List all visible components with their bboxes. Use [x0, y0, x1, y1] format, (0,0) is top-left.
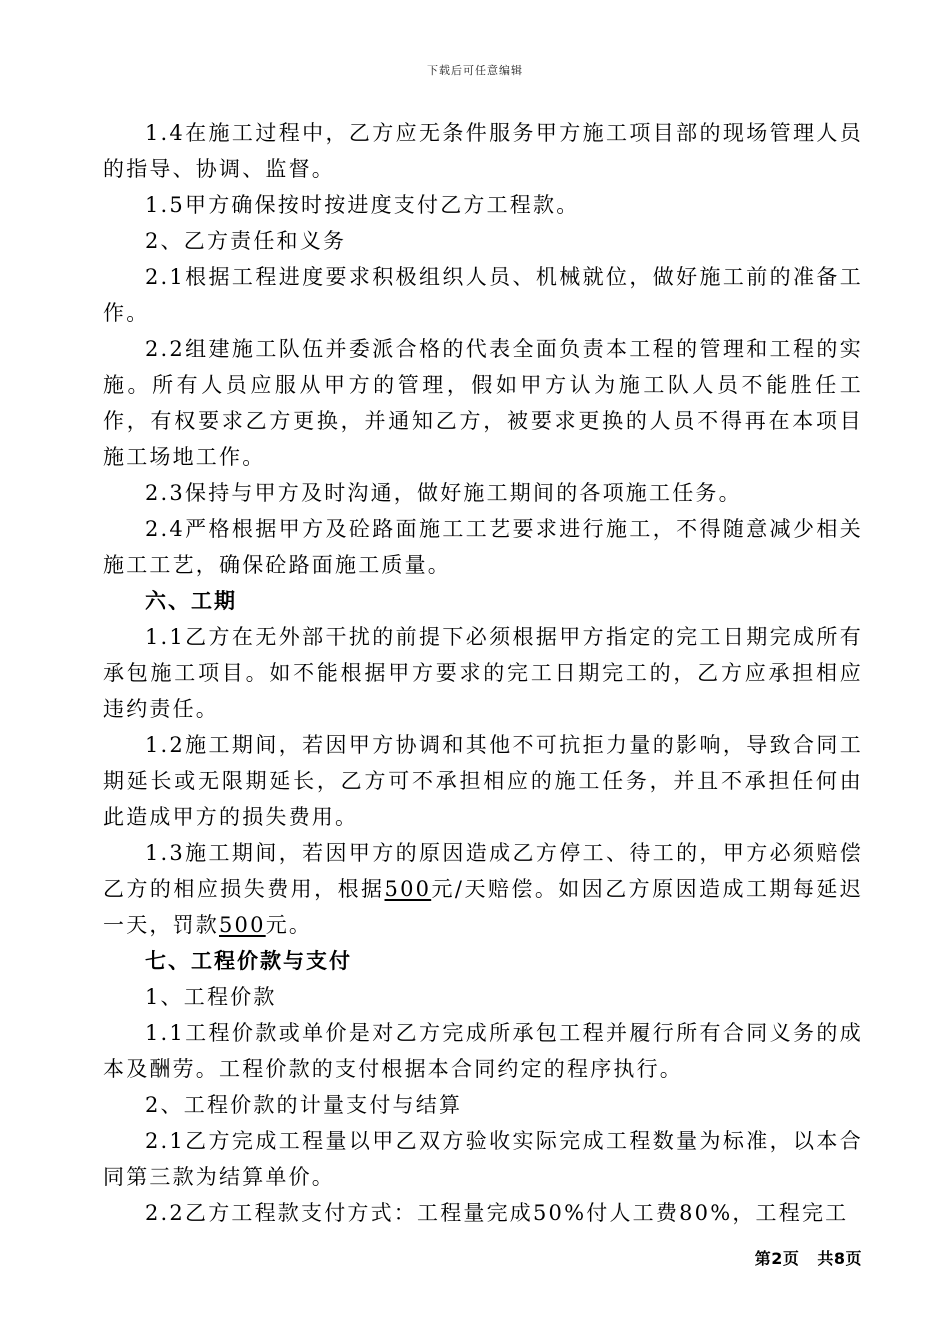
- compensation-text-2: 元/天赔偿。如因乙方原因造成工期每延迟一天，罚款: [103, 877, 863, 937]
- clause-price-1-1: 1.1工程价款或单价是对乙方完成所承包工程并履行所有合同义务的成本及酬劳。工程价款的支付根据本合同约定的程序执行。: [103, 1021, 863, 1081]
- clause-period-1-2: 1.2施工期间，若因甲方协调和其他不可抗拒力量的影响，导致合同工期延长或无限期延长，乙方可不承担相应的施工任务，并且不承担任何由此造成甲方的损失费用。: [103, 733, 863, 829]
- penalty-amount: 500: [219, 913, 266, 937]
- section-project-price: 1、工程价款: [145, 985, 277, 1009]
- document-body: [103, 115, 863, 1231]
- clause-2-3: 2.3保持与甲方及时沟通，做好施工期间的各项施工任务。: [145, 481, 742, 505]
- clause-payment-2-1: 2.1乙方完成工程量以甲乙双方验收实际完成工程数量为标准，以本合同第三款为结算单价。: [103, 1129, 863, 1189]
- compensation-text-3: 元。: [265, 913, 313, 937]
- clause-1-4: 1.4在施工过程中，乙方应无条件服务甲方施工项目部的现场管理人员的指导、协调、监督。: [103, 121, 863, 181]
- clause-2-2: 2.2组建施工队伍并委派合格的代表全面负责本工程的管理和工程的实施。所有人员应服从甲方的管理，假如甲方认为施工队人员不能胜任工作，有权要求乙方更换，并通知乙方，被要求更换的人员不得再在本项目施工场地工作。: [103, 337, 863, 469]
- clause-1-5: 1.5甲方确保按时按进度支付乙方工程款。: [145, 193, 580, 217]
- clause-period-1-1: 1.1乙方在无外部干扰的前提下必须根据甲方指定的完工日期完成所有承包施工项目。如不能根据甲方要求的完工日期完工的，乙方应承担相应违约责任。: [103, 625, 863, 721]
- clause-2-1: 2.1根据工程进度要求积极组织人员、机械就位，做好施工前的准备工作。: [103, 265, 863, 325]
- clause-payment-2-2: 2.2乙方工程款支付方式：工程量完成50%付人工费80%，工程完工: [145, 1201, 849, 1225]
- heading-payment: 七、工程价款与支付: [145, 948, 352, 973]
- page-number: 第2页: [754, 1249, 800, 1268]
- compensation-text-1: 1.3施工期间，若因甲方的原因造成乙方停工、待工的，甲方必须赔偿乙方的相应损失费用，根据: [103, 841, 863, 901]
- page-total: 共8页: [817, 1249, 862, 1268]
- heading-construction-period: 六、工期: [145, 588, 237, 613]
- compensation-amount-daily: 500: [384, 877, 432, 901]
- page-footer: [755, 1246, 862, 1269]
- page-header: 下载后可任意编辑: [427, 64, 523, 77]
- section-payment-settlement: 2、工程价款的计量支付与结算: [145, 1093, 463, 1117]
- clause-2-4: 2.4严格根据甲方及砼路面施工工艺要求进行施工，不得随意减少相关施工工艺，确保砼路面施工质量。: [103, 517, 863, 577]
- clause-period-1-3: [103, 835, 863, 943]
- section-party-b-duties: 2、乙方责任和义务: [145, 229, 347, 253]
